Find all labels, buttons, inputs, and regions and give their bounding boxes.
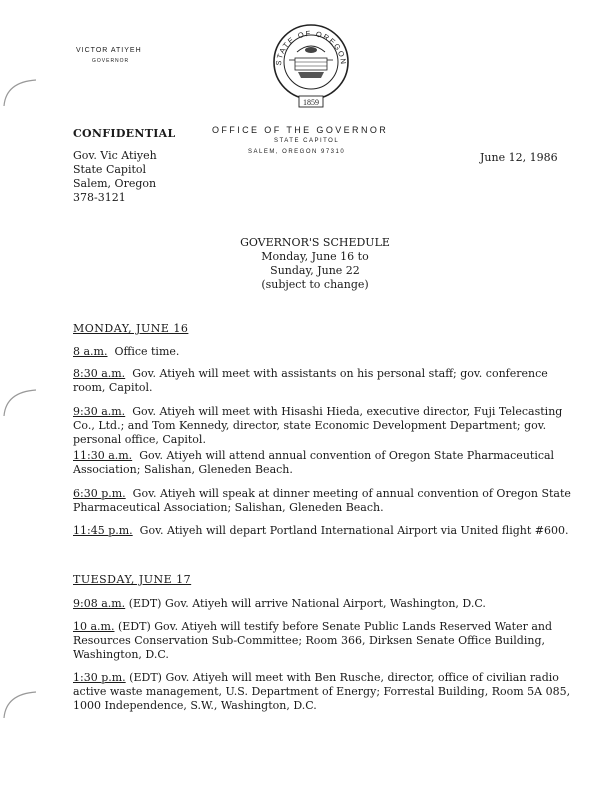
address-line: State Capitol xyxy=(73,163,147,176)
punch-hole-mark xyxy=(0,78,38,108)
entry-text: Gov. Atiyeh will depart Portland International Airport via United flight #600. xyxy=(139,524,569,537)
schedule-entry xyxy=(73,405,583,447)
entry-time: 8 a.m. xyxy=(73,345,108,358)
office-capitol: STATE CAPITOL xyxy=(274,138,340,144)
schedule-range-start: Monday, June 16 to xyxy=(261,250,369,263)
entry-text: (EDT) Gov. Atiyeh will arrive National Airport, Washington, D.C. xyxy=(128,597,486,610)
schedule-entry xyxy=(73,620,583,662)
address-phone: 378-3121 xyxy=(73,191,126,204)
schedule-entry xyxy=(73,367,583,395)
entry-text: Gov. Atiyeh will meet with assistants on his personal staff; gov. conference room, Capitol. xyxy=(73,367,548,394)
day-heading-tuesday: TUESDAY, JUNE 17 xyxy=(73,573,192,586)
entry-time: 6:30 p.m. xyxy=(73,487,126,500)
entry-text: (EDT) Gov. Atiyeh will meet with Ben Rusche, director, office of civilian radio active waste management, U.S. Department of Energy; Forrestal Building, Room 5A 085, 1000 Independence, S.W., Washington, D.C. xyxy=(73,671,571,712)
entry-text: Gov. Atiyeh will speak at dinner meeting of annual convention of Oregon State Pharmaceutical Association; Salishan, Gleneden Beach. xyxy=(73,487,571,514)
confidential-label: CONFIDENTIAL xyxy=(73,127,176,140)
schedule-entry xyxy=(73,449,583,477)
office-title: OFFICE OF THE GOVERNOR xyxy=(212,125,389,135)
entry-text: Office time. xyxy=(114,345,180,358)
svg-text:STATE OF OREGON: STATE OF OREGON xyxy=(273,28,349,67)
seal-year: 1859 xyxy=(303,98,319,107)
letter-date: June 12, 1986 xyxy=(480,151,558,164)
punch-hole-mark xyxy=(0,388,38,418)
state-seal-logo xyxy=(271,22,351,110)
schedule-entry xyxy=(73,597,583,611)
entry-time: 1:30 p.m. xyxy=(73,671,126,684)
entry-time: 11:30 a.m. xyxy=(73,449,133,462)
entry-text: Gov. Atiyeh will meet with Hisashi Hieda, executive director, Fuji Telecasting Co., Ltd.; and Tom Kennedy, director, state Economic Development Department; gov. personal office, Capitol. xyxy=(73,405,563,446)
schedule-entry xyxy=(73,524,583,538)
schedule-entry xyxy=(73,671,583,713)
punch-hole-mark xyxy=(0,690,38,720)
schedule-entry xyxy=(73,345,583,359)
day-heading-monday: MONDAY, JUNE 16 xyxy=(73,322,189,335)
schedule-range-end: Sunday, June 22 xyxy=(270,264,360,277)
office-city: SALEM, OREGON 97310 xyxy=(248,149,346,155)
entry-text: (EDT) Gov. Atiyeh will testify before Senate Public Lands Reserved Water and Resources Conservation Sub-Committee; Room 366, Dirksen Senate Office Building, Washington, D.C. xyxy=(73,620,553,661)
entry-time: 10 a.m. xyxy=(73,620,115,633)
entry-time: 8:30 a.m. xyxy=(73,367,126,380)
governor-name: VICTOR ATIYEH xyxy=(76,47,142,54)
schedule-entry xyxy=(73,487,583,515)
governor-title: GOVERNOR xyxy=(92,58,130,64)
address-line: Gov. Vic Atiyeh xyxy=(73,149,157,162)
entry-time: 11:45 p.m. xyxy=(73,524,133,537)
schedule-title: GOVERNOR'S SCHEDULE xyxy=(240,236,390,249)
entry-time: 9:30 a.m. xyxy=(73,405,126,418)
entry-time: 9:08 a.m. xyxy=(73,597,126,610)
entry-text: Gov. Atiyeh will attend annual convention of Oregon State Pharmaceutical Association; Salishan, Gleneden Beach. xyxy=(73,449,555,476)
address-line: Salem, Oregon xyxy=(73,177,157,190)
schedule-note: (subject to change) xyxy=(261,278,369,291)
